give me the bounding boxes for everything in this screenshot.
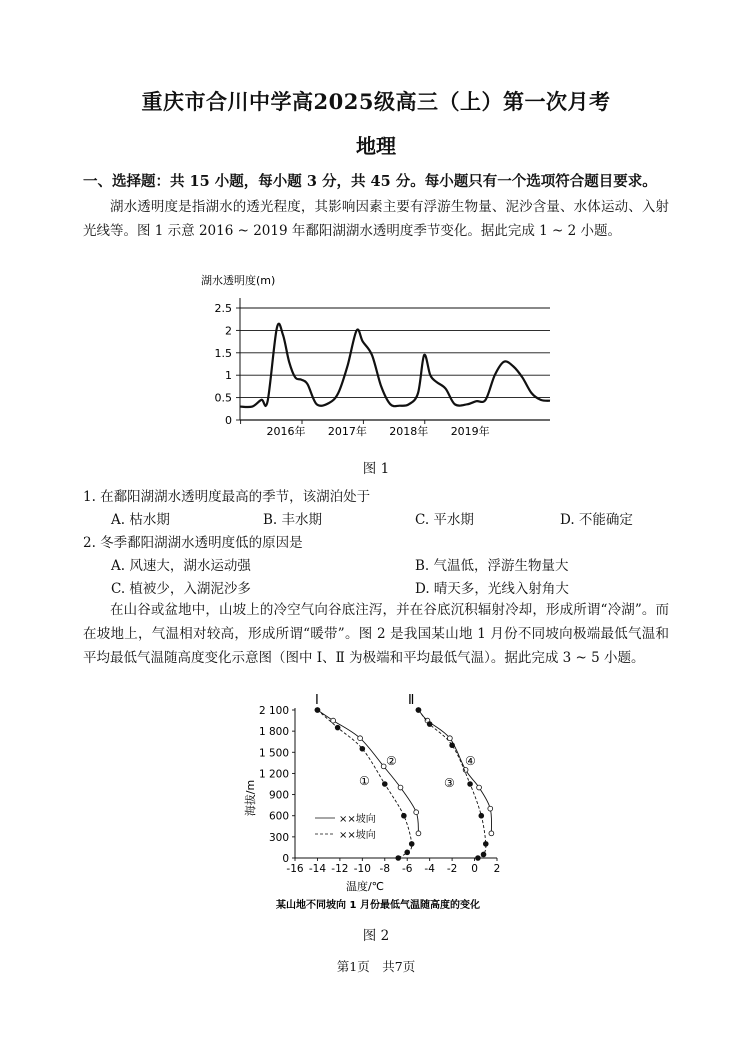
fig2-data-point: [360, 746, 365, 751]
fig2-curve-label-1: ①: [359, 774, 370, 788]
fig2-data-point: [405, 850, 410, 855]
fig2-data-point: [483, 842, 488, 847]
fig2-y-tick-label: 900: [268, 789, 289, 802]
q1-option-b: B. 丰水期: [263, 512, 323, 528]
fig1-y-tick-label: 0.5: [214, 391, 232, 405]
fig2-legend-2: ××坡向: [339, 830, 376, 841]
passage-1: 湖水透明度是指湖水的透光程度，其影响因素主要有浮游生物量、泥沙含量、水体运动、入射光线等。图 1 示意 2016 ~ 2019 年鄱阳湖湖水透明度季节变化。据此完成 1 ~ 2 小题。: [83, 199, 669, 239]
figure-1-chart: [195, 268, 565, 446]
section-heading: 一、选择题：共 15 小题，每小题 3 分，共 45 分。每小题只有一个选项符合题目要求。: [83, 173, 657, 190]
fig2-curve-label-3: ③: [444, 776, 455, 790]
q2-option-b: B. 气温低，浮游生物量大: [415, 558, 569, 574]
page-footer: 第1页 共7页: [336, 959, 416, 974]
fig2-data-point: [489, 831, 494, 836]
fig2-data-point: [477, 785, 482, 790]
q2-option-c: C. 植被少，入湖泥沙多: [111, 581, 251, 597]
q2-option-d: D. 晴天多，光线入射角大: [415, 581, 569, 597]
fig2-data-point: [331, 718, 336, 723]
question-1-stem: 1. 在鄱阳湖湖水透明度最高的季节，该湖泊处于: [83, 489, 371, 505]
fig2-data-point: [427, 722, 432, 727]
fig2-y-ticks: [259, 705, 295, 865]
fig2-data-point: [488, 806, 493, 811]
fig2-group-label-2: Ⅱ: [408, 693, 415, 708]
fig1-series-line: [240, 324, 550, 407]
question-2-stem: 2. 冬季鄱阳湖湖水透明度低的原因是: [83, 535, 303, 551]
fig1-y-tick-label: 0: [225, 414, 232, 427]
fig2-data-point: [416, 708, 421, 713]
fig1-gridlines: [240, 298, 550, 420]
fig1-y-ticks: [215, 302, 241, 427]
fig2-data-point: [476, 856, 481, 861]
fig1-x-tick-label: 2016年: [266, 425, 306, 438]
q1-option-d: D. 不能确定: [560, 512, 633, 528]
fig2-x-tick-label: -12: [331, 863, 349, 875]
fig2-x-tick-label: -2: [446, 863, 458, 875]
fig1-y-tick-label: 1: [225, 369, 232, 383]
fig1-x-tick-label: 2017年: [327, 425, 367, 438]
fig2-x-tick-label: 0: [471, 863, 478, 875]
fig2-data-point: [479, 813, 484, 818]
fig2-y-label: 海拔/m: [244, 779, 257, 817]
fig2-x-tick-label: -6: [401, 863, 413, 875]
fig2-y-tick-label: 600: [268, 810, 289, 823]
fig2-curve-label-4: ④: [465, 754, 476, 768]
fig2-data-point: [398, 785, 403, 790]
fig2-x-tick-label: -8: [379, 863, 391, 875]
fig2-title: 某山地不同坡向 1 月份最低气温随高度的变化: [276, 900, 480, 911]
fig1-y-label: 湖水透明度(m): [201, 274, 276, 287]
fig2-y-tick-label: 1 500: [258, 747, 289, 760]
fig2-group-label-1: Ⅰ: [315, 693, 319, 708]
fig2-x-tick-label: -16: [286, 863, 304, 875]
fig1-x-tick-label: 2018年: [389, 425, 429, 438]
subject-title: 地理: [356, 134, 396, 158]
fig2-data-point: [481, 852, 486, 857]
passage-2: 在山谷或盆地中，山坡上的冷空气向谷底注泻，并在谷底沉积辐射冷却，形成所谓“冷湖”。而在坡地上，气温相对较高，形成所谓“暖带”。图 2 是我国某山地 1 月份不同坡向极端最低气温和平均最低气温随高度变化示意图（图中 Ⅰ、Ⅱ 为极端和平均最低气温）。据此完成 3 ~ 5 小题。: [83, 602, 669, 666]
fig2-data-point: [315, 708, 320, 713]
figure-2-chart: [240, 690, 520, 915]
fig2-data-point: [414, 810, 419, 815]
fig2-x-label: 温度/℃: [345, 880, 385, 893]
fig2-curve-label-2: ②: [386, 754, 397, 768]
fig1-y-tick-label: 2.5: [214, 302, 232, 315]
fig2-y-tick-label: 2 100: [258, 705, 289, 717]
fig2-x-tick-label: -14: [308, 863, 327, 875]
fig2-x-tick-label: 2: [493, 863, 501, 875]
fig1-x-tick-label: 2019年: [450, 425, 490, 438]
fig2-data-point: [468, 782, 473, 787]
fig2-x-tick-label: -10: [353, 863, 371, 875]
fig2-legend: [315, 812, 376, 841]
q1-option-a: A. 枯水期: [111, 512, 170, 528]
fig2-x-ticks: [286, 858, 500, 875]
q2-option-a: A. 风速大，湖水运动强: [111, 558, 251, 574]
fig2-y-tick-label: 0: [282, 853, 289, 865]
fig2-data-point: [409, 842, 414, 847]
q1-option-c: C. 平水期: [415, 512, 474, 528]
fig2-x-tick-label: -4: [424, 863, 435, 875]
figure-2-caption: 图 2: [362, 928, 390, 944]
fig2-y-tick-label: 300: [268, 831, 289, 844]
exam-title: 重庆市合川中学高2025级高三（上）第一次月考: [141, 89, 611, 114]
fig2-data-point: [450, 743, 455, 748]
fig2-y-tick-label: 1 200: [258, 768, 289, 781]
fig2-data-point: [396, 856, 401, 861]
figure-1-caption: 图 1: [362, 461, 390, 477]
fig2-data-point: [416, 831, 421, 836]
fig2-data-point: [401, 813, 406, 818]
fig2-y-tick-label: 1 800: [258, 726, 289, 739]
fig2-data-point: [382, 782, 387, 787]
fig1-y-tick-label: 1.5: [214, 346, 232, 360]
fig1-x-ticks: [241, 420, 490, 438]
fig2-legend-1: ××坡向: [339, 814, 376, 825]
fig2-data-point: [335, 725, 340, 730]
fig2-data-point: [358, 736, 363, 741]
fig1-y-tick-label: 2: [225, 324, 232, 338]
